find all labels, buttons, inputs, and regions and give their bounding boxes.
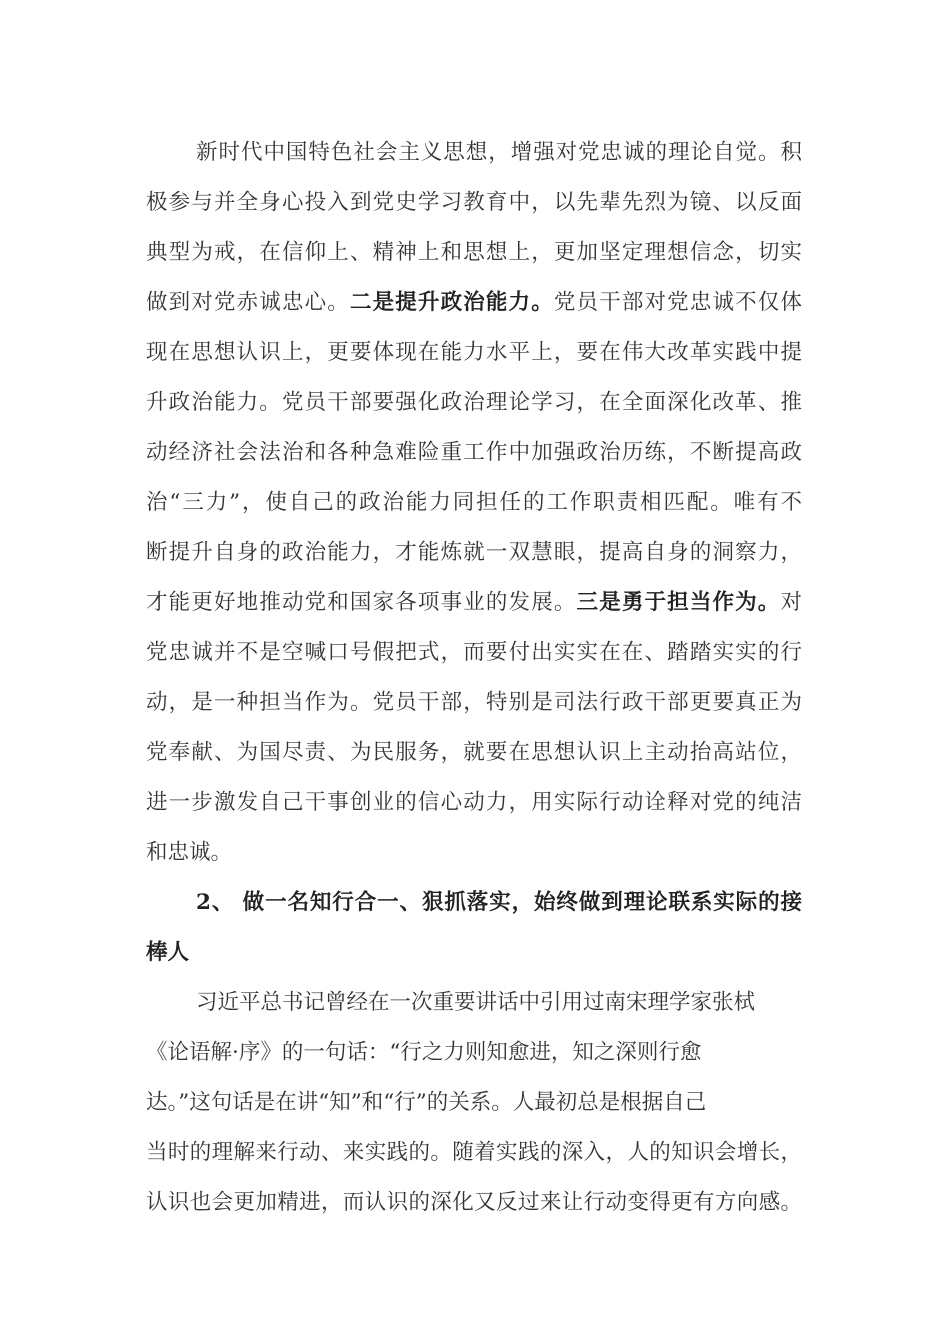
bold-lead-political-ability: 二是提升政治能力。 [349,290,554,315]
paragraph-line: 习近平总书记曾经在一次重要讲话中引用过南宋理学家张栻 [196,990,756,1015]
paragraph-line: 动，是一种担当作为。党员干部，特别是司法行政干部更要真正为 [146,690,802,715]
paragraph-line: 党奉献、为国尽责、为民服务，就要在思想认识上主动抬高站位， [146,740,802,765]
body-text: 做到对党赤诚忠心。 [146,290,350,315]
paragraph-line: 升政治能力。党员干部要强化政治理论学习，在全面深化改革、推 [146,390,802,415]
bold-lead-responsibility: 三是勇于担当作为。 [576,590,781,615]
paragraph-line [146,588,802,618]
paragraph-line: 典型为戒，在信仰上、精神上和思想上，更加坚定理想信念，切实 [146,240,802,265]
paragraph-line: 治“三力”，使自己的政治能力同担任的工作职责相匹配。唯有不 [146,490,802,515]
paragraph-line: 断提升自身的政治能力，才能炼就一双慧眼，提高自身的洞察力， [146,540,802,565]
paragraph-line: 认识也会更加精进，而认识的深化又反过来让行动变得更有方向感。 [146,1190,802,1215]
paragraph-line: 《论语解·序》的一句话：“行之力则知愈进，知之深则行愈 [146,1040,702,1065]
body-text: 对 [780,590,802,615]
paragraph-line: 极参与并全身心投入到党史学习教育中，以先辈先烈为镜、以反面 [146,190,802,215]
section-heading: 2、 做一名知行合一、狠抓落实，始终做到理论联系实际的接 [196,890,802,915]
paragraph-line: 达。”这句话是在讲“知”和“行”的关系。人最初总是根据自己 [146,1090,707,1115]
paragraph-line [146,288,802,318]
paragraph-line: 当时的理解来行动、来实践的。随着实践的深入，人的知识会增长， [146,1140,802,1165]
body-text: 党员干部对党忠诚不仅体 [553,290,802,315]
paragraph-line: 现在思想认识上，更要体现在能力水平上，要在伟大改革实践中提 [146,340,802,365]
paragraph-line: 和忠诚。 [146,840,233,865]
body-text: 才能更好地推动党和国家各项事业的发展。 [146,590,577,615]
section-heading: 棒人 [146,940,190,965]
paragraph-line: 动经济社会法治和各种急难险重工作中加强政治历练，不断提高政 [146,440,802,465]
paragraph-line: 党忠诚并不是空喊口号假把式，而要付出实实在在、踏踏实实的行 [146,640,802,665]
paragraph-line: 进一步激发自己干事创业的信心动力，用实际行动诠释对党的纯洁 [146,790,802,815]
paragraph-line: 新时代中国特色社会主义思想，增强对党忠诚的理论自觉。积 [196,140,802,165]
